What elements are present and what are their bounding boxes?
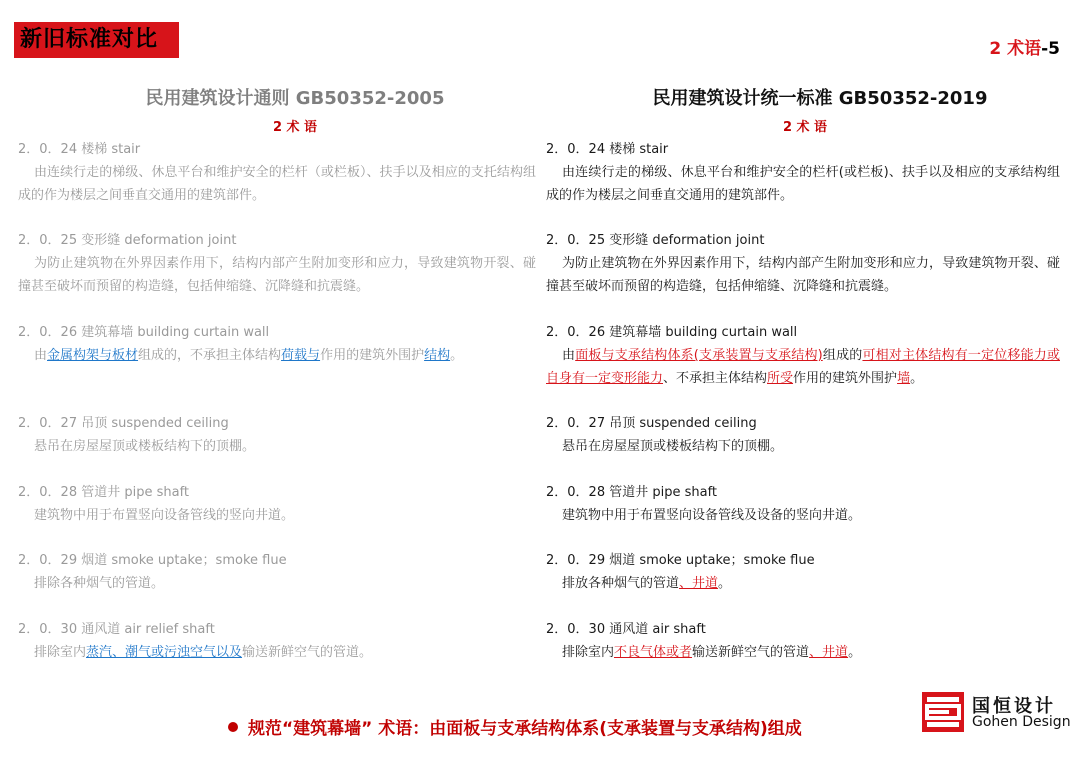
changed-text: 、井道	[679, 576, 719, 591]
term-heading: 2．0．30 通风道 air shaft	[546, 622, 706, 637]
definition-text: 建筑物中用于布置竖向设备管线及设备的竖向井道。	[562, 508, 862, 523]
term-definition	[546, 161, 1060, 207]
company-logo	[922, 692, 1072, 734]
definition-text: 、不承担主体结构	[663, 371, 768, 386]
changed-text: 不良气体或者	[614, 645, 693, 660]
term-definition	[18, 344, 536, 367]
definition-text: 输送新鲜空气的管道	[692, 645, 810, 660]
definition-text: 排除室内	[34, 645, 87, 660]
term-definition	[18, 252, 536, 298]
term-heading: 2．0．27 吊顶 suspended ceiling	[18, 416, 229, 431]
definition-text: 组成的，不承担主体结构	[138, 348, 282, 363]
definition-text: 。	[718, 576, 732, 591]
new-section-subtitle: 2 术 语	[782, 120, 828, 135]
term-entry	[18, 229, 536, 298]
term-heading: 2．0．24 楼梯 stair	[546, 142, 669, 157]
new-standard-title: 民用建筑设计统一标准 GB50352-2019	[652, 88, 988, 109]
logo-name-cn: 国恒设计	[972, 696, 1056, 717]
section-badge: 新旧标准对比	[14, 22, 179, 58]
term-heading: 2．0．26 建筑幕墙 building curtain wall	[546, 325, 798, 340]
term-entry	[546, 481, 1060, 527]
definition-text: 建筑物中用于布置竖向设备管线的竖向井道。	[34, 508, 295, 523]
bullet-icon	[228, 722, 238, 732]
definition-text: 悬吊在房屋屋顶或楼板结构下的顶棚。	[562, 439, 784, 454]
changed-text: 荷载与	[281, 348, 321, 363]
footer-note-text: 规范“建筑幕墙” 术语：由面板与支承结构体系(支承装置与支承结构)组成	[248, 719, 802, 739]
definition-text: 。	[910, 371, 924, 386]
term-definition	[546, 252, 1060, 298]
term-entry	[18, 138, 536, 207]
definition-text: 。	[450, 348, 464, 363]
term-heading: 2．0．24 楼梯 stair	[18, 142, 141, 157]
term-entry	[18, 481, 536, 527]
term-heading: 2．0．26 建筑幕墙 building curtain wall	[18, 325, 270, 340]
definition-text: 由	[562, 348, 576, 363]
term-entry	[18, 321, 536, 367]
term-definition	[546, 572, 1060, 595]
definition-text: 由连续行走的梯级、休息平台和维护安全的栏杆（或栏板）、扶手以及相应的支托结构组成的作为楼层之间垂直交通用的建筑部件。	[18, 165, 536, 203]
term-entry	[18, 412, 536, 458]
changed-text: 可相对主体结构有一定位移能力或自身有一定变形能力	[546, 348, 1060, 386]
term-definition	[18, 504, 536, 527]
definition-text: 排除室内	[562, 645, 615, 660]
term-definition	[546, 435, 1060, 458]
old-standard-title: 民用建筑设计通则 GB50352-2005	[145, 88, 445, 109]
term-definition	[546, 344, 1060, 390]
changed-text: 面板与支承结构体系(支承装置与支承结构)	[575, 348, 823, 363]
changed-text: 所受	[767, 371, 794, 386]
page-number	[989, 34, 1060, 59]
definition-text: 悬吊在房屋屋顶或楼板结构下的顶棚。	[34, 439, 256, 454]
old-section-subtitle: 2 术 语	[272, 120, 318, 135]
term-definition	[546, 641, 1060, 664]
term-entry	[546, 229, 1060, 298]
changed-text: 墙	[897, 371, 911, 386]
definition-text: 。	[848, 645, 862, 660]
term-heading: 2．0．28 管道井 pipe shaft	[546, 485, 718, 500]
footer-note	[228, 714, 802, 739]
term-definition	[18, 641, 536, 664]
term-heading: 2．0．25 变形缝 deformation joint	[546, 233, 765, 248]
definition-text: 组成的	[822, 348, 863, 363]
page-number-num: 2	[989, 39, 1002, 59]
definition-text: 为防止建筑物在外界因素作用下，结构内部产生附加变形和应力，导致建筑物开裂、碰撞甚至破坏而预留的构造缝，包括伸缩缝、沉降缝和抗震缝。	[546, 256, 1060, 294]
term-heading: 2．0．27 吊顶 suspended ceiling	[546, 416, 757, 431]
term-heading: 2．0．28 管道井 pipe shaft	[18, 485, 190, 500]
page-number-text: 术语	[1007, 39, 1042, 59]
changed-text: 、井道	[809, 645, 849, 660]
logo-mark-icon	[922, 692, 964, 732]
term-entry	[546, 138, 1060, 207]
term-entry	[18, 549, 536, 595]
definition-text: 由连续行走的梯级、休息平台和维护安全的栏杆(或栏板)、扶手以及相应的支承结构组成的作为楼层之间垂直交通用的建筑部件。	[546, 165, 1060, 203]
term-definition	[18, 435, 536, 458]
definition-text: 由	[34, 348, 48, 363]
term-entry	[546, 412, 1060, 458]
changed-text: 金属构架与板材	[47, 348, 139, 363]
term-heading: 2．0．29 烟道 smoke uptake；smoke flue	[18, 553, 287, 568]
definition-text: 作用的建筑外围护	[793, 371, 898, 386]
changed-text: 蒸汽、潮气或污浊空气以及	[86, 645, 243, 660]
definition-text: 排除各种烟气的管道。	[34, 576, 165, 591]
term-definition	[18, 572, 536, 595]
term-definition	[18, 161, 536, 207]
term-entry	[546, 321, 1060, 390]
term-entry	[546, 618, 1060, 664]
term-definition	[546, 504, 1060, 527]
definition-text: 输送新鲜空气的管道。	[242, 645, 373, 660]
definition-text: 排放各种烟气的管道	[562, 576, 680, 591]
definition-text: 作用的建筑外围护	[320, 348, 425, 363]
term-entry	[546, 549, 1060, 595]
logo-name-en: Gohen Design	[972, 714, 1071, 730]
changed-text: 结构	[424, 348, 451, 363]
definition-text: 为防止建筑物在外界因素作用下，结构内部产生附加变形和应力，导致建筑物开裂、碰撞甚至破坏而预留的构造缝，包括伸缩缝、沉降缝和抗震缝。	[18, 256, 536, 294]
term-entry	[18, 618, 536, 664]
term-heading: 2．0．30 通风道 air relief shaft	[18, 622, 215, 637]
page-number-suffix: -5	[1041, 39, 1060, 59]
term-heading: 2．0．29 烟道 smoke uptake；smoke flue	[546, 553, 815, 568]
term-heading: 2．0．25 变形缝 deformation joint	[18, 233, 237, 248]
